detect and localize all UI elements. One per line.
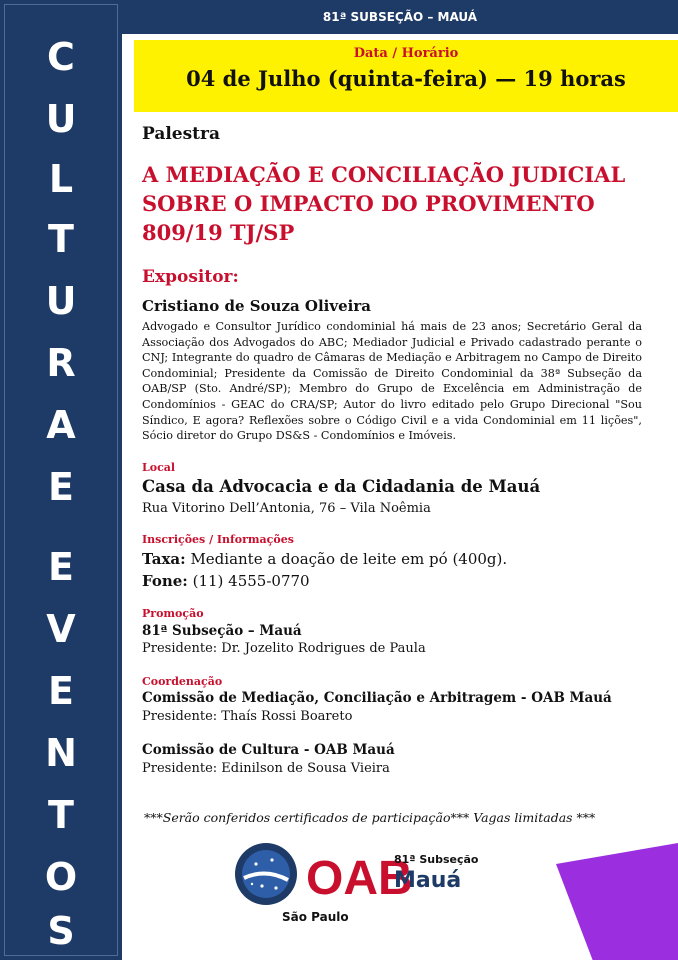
banner-letter-eventos-7: S [47,909,75,953]
speaker-heading: Expositor: [142,267,239,287]
location-label: Local [142,461,176,474]
participation-note: ***Serão conferidos certificados de participação*** Vagas limitadas *** [144,810,596,825]
oab-logo [232,840,413,916]
phone-label: Fone: [142,572,188,590]
banner-letter-cultura-6: R [46,341,76,385]
logo-city: Mauá [394,868,462,893]
event-type: Palestra [142,124,221,144]
logo-subsection: 81ª Subseção [394,853,479,866]
header-bar: 81ª SUBSEÇÃO – MAUÁ [122,0,678,34]
coordination-president-1: Presidente: Thaís Rossi Boareto [142,709,353,724]
promotion-president: Presidente: Dr. Jozelito Rodrigues de Paula [142,641,426,656]
banner-letter-e: E [48,465,74,509]
phone-number: (11) 4555-0770 [192,572,310,590]
location-name: Casa da Advocacia e da Cidadania de Mauá [142,477,541,496]
oab-logo-brand: OAB [306,852,413,905]
datetime-box [134,40,678,112]
fee-text: Mediante a doação de leite em pó (400g). [190,550,508,568]
speaker-name: Cristiano de Souza Oliveira [142,297,371,315]
location-address: Rua Vitorino Dell’Antonia, 76 – Vila Noêmia [142,501,431,516]
banner-letter-eventos-6: O [44,855,78,899]
coordination-org-2: Comissão de Cultura - OAB Mauá [142,742,395,758]
coordination-president-2: Presidente: Edinilson de Sousa Vieira [142,761,390,776]
banner-letter-cultura-3: L [48,157,74,201]
coordination-label: Coordenação [142,675,223,688]
banner-letter-cultura-4: T [48,217,74,261]
datetime-label: Data / Horário [353,46,459,61]
banner-letter-eventos-3: E [48,669,74,713]
side-banner [0,0,122,960]
coordination-org-1: Comissão de Mediação, Conciliação e Arbitragem - OAB Mauá [142,690,612,706]
purple-corner-shape [556,843,678,960]
event-title: A MEDIAÇÃO E CONCILIAÇÃO JUDICIAL SOBRE O IMPACTO DO PROVIMENTO 809/19 TJ/SP [142,162,626,245]
promotion-org: 81ª Subseção – Mauá [142,623,302,639]
promotion-label: Promoção [142,607,204,620]
oab-logo-graphic [232,840,413,912]
registration-fee [142,550,507,568]
banner-letter-eventos-2: V [46,607,76,651]
speaker-bio: Advogado e Consultor Jurídico condominial há mais de 23 anos; Secretário Geral da Associação dos Advogados do ABC; Mediador Judicial e Privado cadastrado perante o CNJ; Integrante do quadro de Câmaras de Mediação e Arbitragem no Campo de Direito Condominial; Presidente da Comissão de Direito Condominial da 38ª Subseção da OAB/SP (Sto. André/SP); Membro do Grupo de Excelência em Administração de Condomínios - GEAC do CRA/SP; Autor do livro editado pelo Grupo Direcional "Sou Síndico, E agora? Reflexões sobre o Código Civil e a vida Condominial em 11 lições", Sócio diretor do Grupo DS&S - Condomínios e Imóveis. [142,320,642,443]
datetime-value: 04 de Julho (quinta-feira) — 19 horas [186,66,626,91]
registration-label: Inscrições / Informações [142,533,294,546]
fee-label: Taxa: [142,550,186,568]
banner-letter-cultura-1: C [47,35,75,79]
banner-letter-eventos-1: E [48,545,74,589]
registration-phone [142,572,310,590]
banner-letter-cultura-5: U [45,279,77,323]
banner-letter-cultura-2: U [45,97,77,141]
flyer-page [122,0,678,960]
logo-state: São Paulo [282,910,349,924]
banner-letter-cultura-7: A [46,403,76,447]
banner-letter-eventos-4: N [45,731,77,775]
banner-letter-eventos-5: T [48,793,74,837]
